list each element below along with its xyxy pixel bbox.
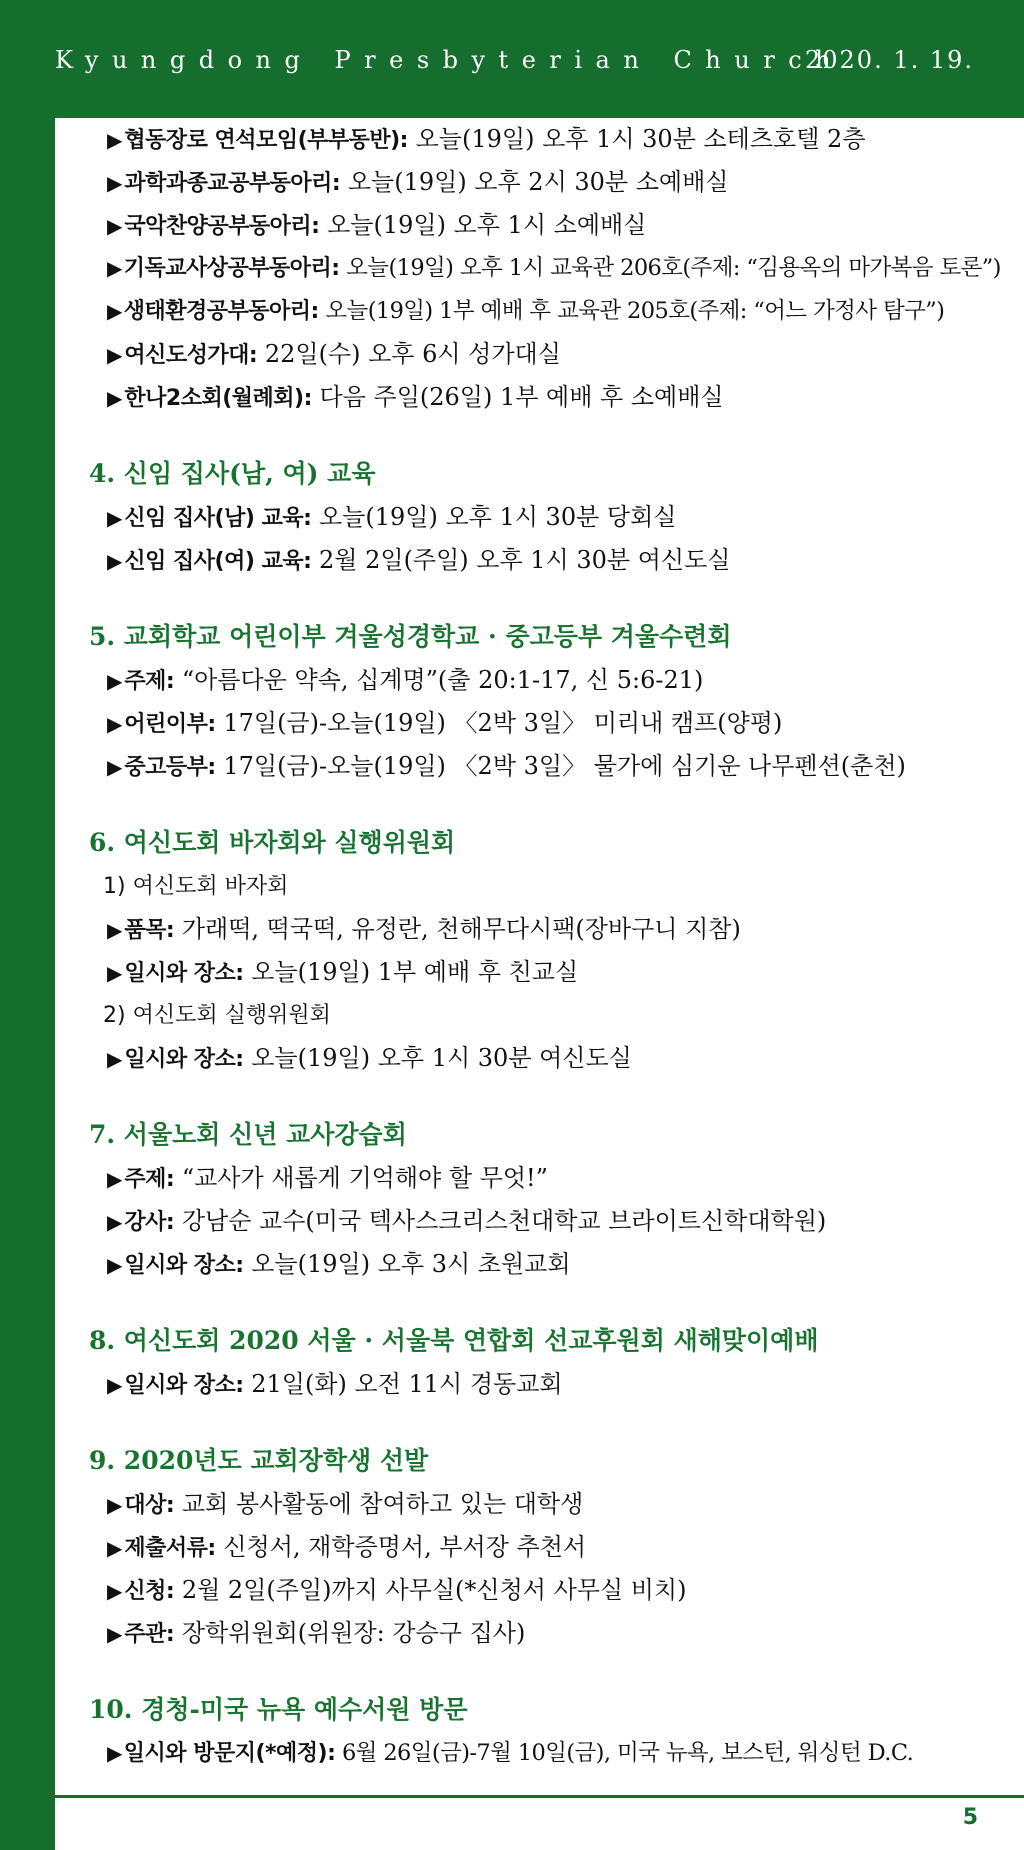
bulletin-date: 2020. 1. 19.	[805, 46, 975, 74]
triangle-bullet-icon: ▶	[107, 386, 123, 410]
item-value: 오늘(19일) 오후 1시 교육관 206호(주제: “김용옥의 마가복음 토론”)	[346, 255, 1001, 281]
left-margin-band	[0, 0, 55, 1850]
item-label: 주제:	[124, 1167, 175, 1192]
list-item	[55, 1200, 1024, 1243]
item-label: 강사:	[124, 1210, 175, 1235]
list-item	[55, 376, 1024, 419]
list-item	[55, 290, 1024, 333]
list-item	[55, 1037, 1024, 1080]
triangle-bullet-icon: ▶	[107, 1493, 123, 1517]
bulletin-content	[55, 118, 1024, 1775]
item-value: 장학위원회(위원장: 강승구 집사)	[181, 1619, 526, 1647]
list-item	[55, 1526, 1024, 1569]
section-heading: 8. 여신도회 2020 서울 · 서울북 연합회 선교후원회 새해맞이예배	[89, 1326, 819, 1355]
triangle-bullet-icon: ▶	[107, 1741, 122, 1765]
triangle-bullet-icon: ▶	[107, 1579, 123, 1603]
item-value: 오늘(19일) 오후 1시 30분 당회실	[319, 503, 677, 531]
item-value: 21일(화) 오전 11시 경동교회	[251, 1370, 563, 1398]
list-item	[55, 333, 1024, 376]
triangle-bullet-icon: ▶	[107, 712, 123, 736]
item-value: 2월 2일(주일) 오후 1시 30분 여신도실	[319, 546, 731, 574]
item-label: 일시와 장소:	[124, 1373, 244, 1398]
section-heading: 7. 서울노회 신년 교사강습회	[89, 1120, 407, 1149]
item-label: 기독교사상공부동아리:	[123, 256, 340, 281]
item-value: 다음 주일(26일) 1부 예배 후 소예배실	[319, 383, 724, 411]
list-item	[55, 1612, 1024, 1655]
triangle-bullet-icon: ▶	[107, 343, 123, 367]
list-item	[55, 745, 1024, 788]
item-label: 국악찬양공부동아리:	[124, 214, 320, 239]
item-label: 신임 집사(남) 교육:	[124, 506, 312, 531]
triangle-bullet-icon: ▶	[107, 918, 123, 942]
item-value: “아름다운 약속, 십계명”(출 20:1-17, 신 5:6-21)	[181, 666, 704, 694]
item-label: 주제:	[124, 669, 175, 694]
item-value: 17일(금)-오늘(19일) 〈2박 3일〉 물가에 심기운 나무펜션(춘천)	[223, 752, 906, 780]
subsection-title: 1) 여신도회 바자회	[103, 874, 289, 899]
triangle-bullet-icon: ▶	[107, 1210, 123, 1234]
list-item	[55, 204, 1024, 247]
item-value: 22일(수) 오후 6시 성가대실	[264, 340, 561, 368]
item-label: 중고등부:	[124, 755, 216, 780]
item-value: 17일(금)-오늘(19일) 〈2박 3일〉 미리내 캠프(양평)	[223, 709, 783, 737]
triangle-bullet-icon: ▶	[107, 1536, 123, 1560]
item-label: 한나2소회(월례회):	[124, 386, 312, 411]
item-label: 일시와 장소:	[124, 1253, 244, 1278]
triangle-bullet-icon: ▶	[107, 299, 122, 323]
item-label: 제출서류:	[124, 1536, 216, 1561]
item-label: 협동장로 연석모임(부부동반):	[124, 128, 408, 153]
section-heading: 10. 경청-미국 뉴욕 예수서원 방문	[89, 1695, 468, 1724]
list-item	[55, 1732, 1024, 1775]
list-item	[55, 1243, 1024, 1286]
item-value: 강남순 교수(미국 텍사스크리스천대학교 브라이트신학대학원)	[181, 1207, 827, 1235]
list-item	[55, 161, 1024, 204]
item-label: 일시와 장소:	[124, 961, 244, 986]
item-label: 여신도성가대:	[124, 343, 258, 368]
footer-divider	[55, 1795, 1024, 1798]
list-item	[55, 659, 1024, 702]
list-item	[55, 496, 1024, 539]
section-heading: 5. 교회학교 어린이부 겨울성경학교 · 중고등부 겨울수련회	[89, 622, 732, 651]
list-item	[55, 1157, 1024, 1200]
list-item	[55, 1483, 1024, 1526]
triangle-bullet-icon: ▶	[107, 1622, 123, 1646]
item-label: 신청:	[124, 1579, 175, 1604]
item-value: 2월 2일(주일)까지 사무실(*신청서 사무실 비치)	[181, 1576, 687, 1604]
section-heading: 9. 2020년도 교회장학생 선발	[89, 1446, 429, 1475]
list-item	[55, 539, 1024, 582]
triangle-bullet-icon: ▶	[107, 506, 123, 530]
item-label: 대상:	[124, 1493, 175, 1518]
item-value: 오늘(19일) 오후 1시 30분 소테츠호텔 2층	[415, 125, 866, 153]
item-value: 6월 26일(금)-7월 10일(금), 미국 뉴욕, 보스턴, 워싱턴 D.C.	[341, 1740, 914, 1766]
triangle-bullet-icon: ▶	[107, 961, 123, 985]
list-item	[55, 951, 1024, 994]
triangle-bullet-icon: ▶	[107, 171, 123, 195]
subsection-title: 2) 여신도회 실행위원회	[103, 1003, 331, 1028]
triangle-bullet-icon: ▶	[107, 256, 122, 280]
item-label: 일시와 방문지(*예정):	[123, 1741, 336, 1766]
section-heading: 4. 신임 집사(남, 여) 교육	[89, 459, 376, 488]
item-label: 어린이부:	[124, 712, 216, 737]
triangle-bullet-icon: ▶	[107, 669, 123, 693]
triangle-bullet-icon: ▶	[107, 1047, 123, 1071]
item-value: 오늘(19일) 1부 예배 후 교육관 205호(주제: “어느 가정사 탐구”)	[325, 298, 945, 324]
item-label: 신임 집사(여) 교육:	[124, 549, 312, 574]
section-heading: 6. 여신도회 바자회와 실행위원회	[89, 828, 456, 857]
page-number: 5	[962, 1805, 978, 1830]
item-label: 과학과종교공부동아리:	[124, 171, 341, 196]
list-item	[55, 1569, 1024, 1612]
triangle-bullet-icon: ▶	[107, 549, 123, 573]
triangle-bullet-icon: ▶	[107, 1373, 123, 1397]
item-value: “교사가 새롭게 기억해야 할 무엇!”	[181, 1164, 548, 1192]
item-label: 생태환경공부동아리:	[123, 299, 319, 324]
list-item	[55, 1363, 1024, 1406]
item-value: 오늘(19일) 오후 2시 30분 소예배실	[347, 168, 729, 196]
triangle-bullet-icon: ▶	[107, 1167, 123, 1191]
list-item	[55, 247, 1024, 290]
item-label: 주관:	[124, 1622, 175, 1647]
item-label: 품목:	[124, 918, 175, 943]
list-item	[55, 908, 1024, 951]
triangle-bullet-icon: ▶	[107, 214, 123, 238]
item-value: 가래떡, 떡국떡, 유정란, 천해무다시팩(장바구니 지참)	[181, 915, 741, 943]
church-name: Kyungdong Presbyterian Church	[55, 46, 845, 74]
item-value: 오늘(19일) 오후 1시 30분 여신도실	[251, 1044, 632, 1072]
list-item	[55, 702, 1024, 745]
triangle-bullet-icon: ▶	[107, 128, 123, 152]
item-value: 오늘(19일) 오후 1시 소예배실	[327, 211, 647, 239]
triangle-bullet-icon: ▶	[107, 1253, 123, 1277]
item-value: 신청서, 재학증명서, 부서장 추천서	[223, 1533, 587, 1561]
item-label: 일시와 장소:	[124, 1047, 244, 1072]
item-value: 오늘(19일) 1부 예배 후 친교실	[251, 958, 579, 986]
item-value: 교회 봉사활동에 참여하고 있는 대학생	[181, 1490, 584, 1518]
list-item	[55, 118, 1024, 161]
triangle-bullet-icon: ▶	[107, 755, 123, 779]
item-value: 오늘(19일) 오후 3시 초원교회	[251, 1250, 571, 1278]
